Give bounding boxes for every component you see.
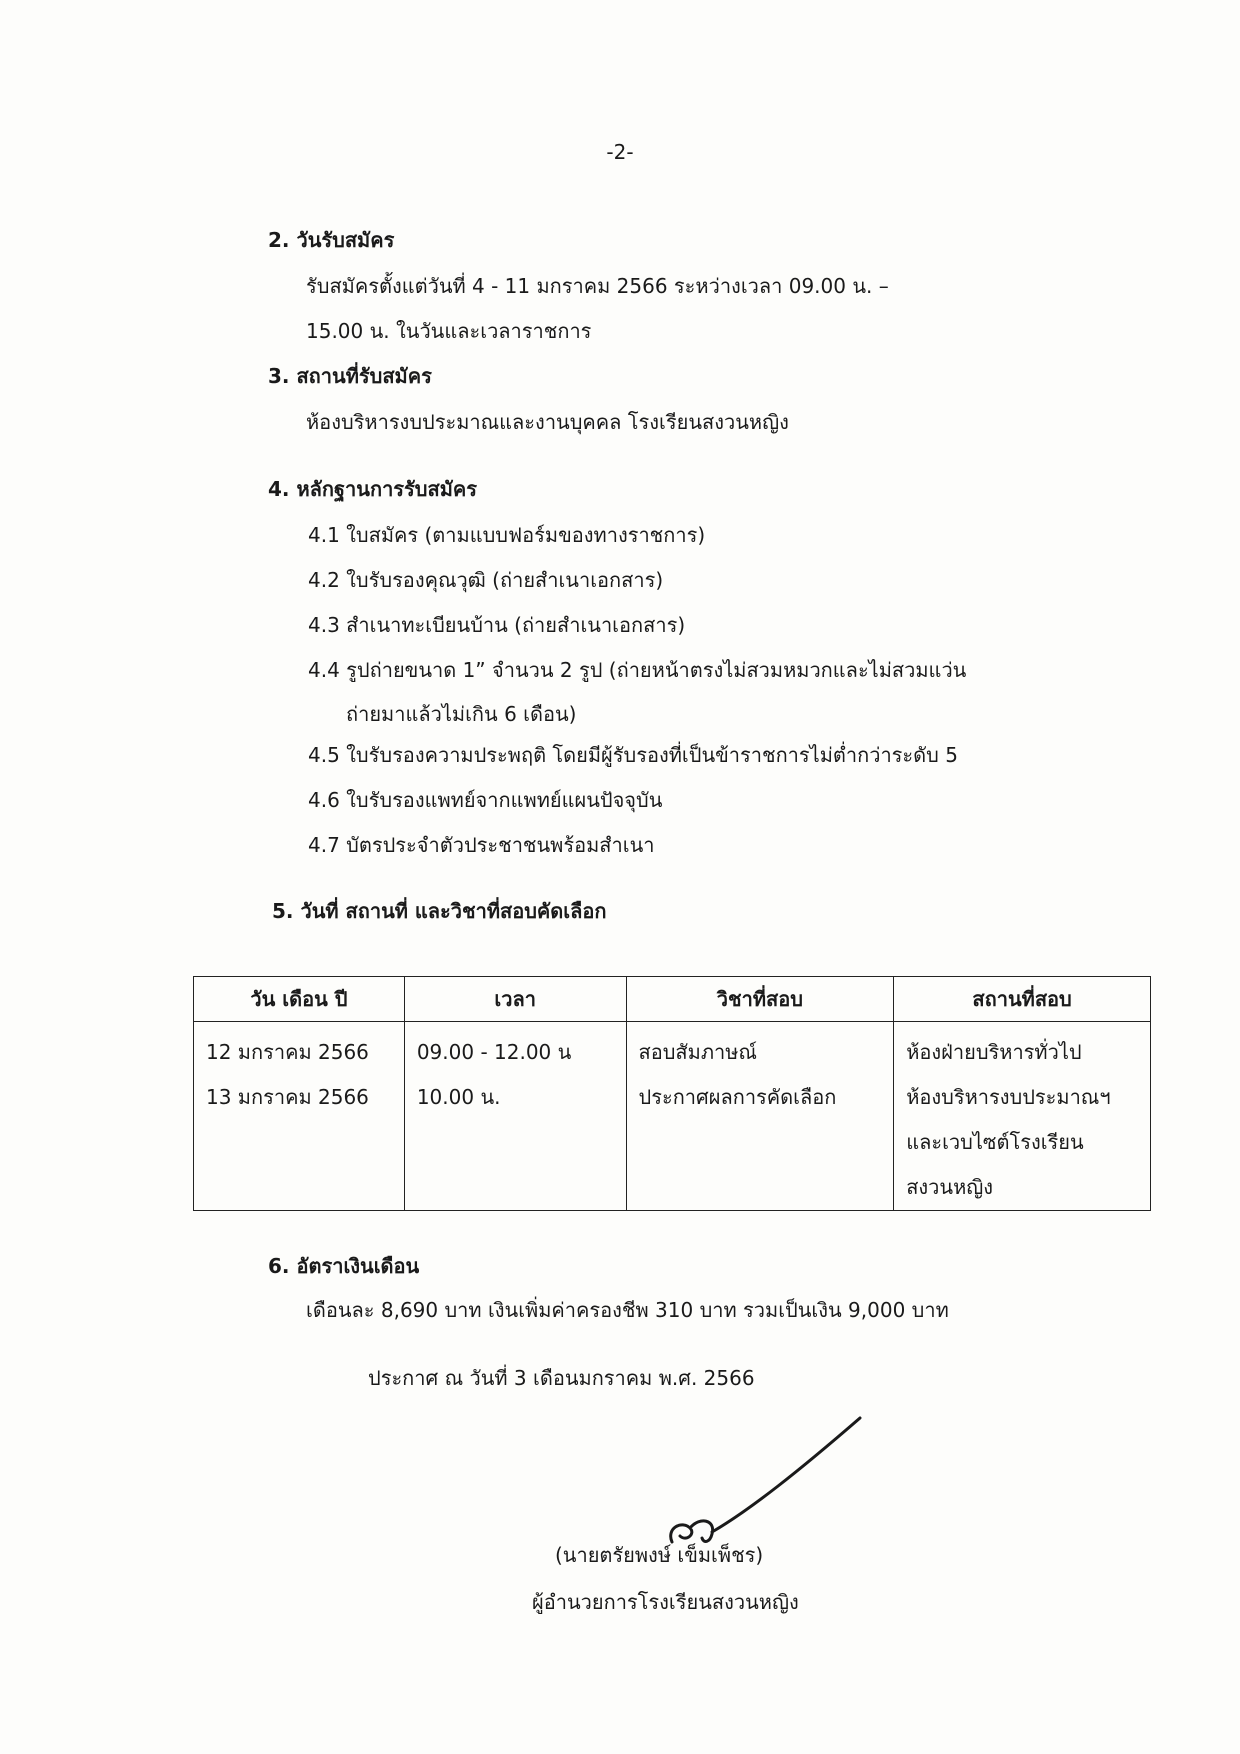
signer-title: ผู้อำนวยการโรงเรียนสงวนหญิง [532,1590,799,1614]
location-line: สงวนหญิง [906,1175,994,1199]
document-item-4-2: 4.2 ใบรับรองคุณวุฒิ (ถ่ายสำเนาเอกสาร) [308,568,664,592]
document-item-4-7: 4.7 บัตรประจำตัวประชาชนพร้อมสำเนา [308,833,655,857]
date-line: 13 มกราคม 2566 [206,1085,369,1109]
section-6-heading: 6. อัตราเงินเดือน [268,1254,420,1278]
header-date: วัน เดือน ปี [194,977,405,1022]
signature-mark [660,1410,880,1560]
document-item-4-3: 4.3 สำเนาทะเบียนบ้าน (ถ่ายสำเนาเอกสาร) [308,613,686,637]
announcement-date: ประกาศ ณ วันที่ 3 เดือนมกราคม พ.ศ. 2566 [368,1366,755,1390]
subject-line: ประกาศผลการคัดเลือก [638,1085,837,1109]
section-2-line-1: รับสมัครตั้งแต่วันที่ 4 - 11 มกราคม 2566 ระหว่างเวลา 09.00 น. – [306,274,889,298]
section-2-line-2: 15.00 น. ในวันและเวลาราชการ [306,319,592,343]
cell-time [404,1022,626,1211]
table-header-row [194,977,1151,1022]
location-line: ห้องบริหารงบประมาณฯ [906,1085,1111,1109]
header-subject: วิชาที่สอบ [626,977,894,1022]
cell-date [194,1022,405,1211]
document-item-4-4-cont: ถ่ายมาแล้วไม่เกิน 6 เดือน) [346,702,577,726]
header-time: เวลา [404,977,626,1022]
location-line: ห้องฝ่ายบริหารทั่วไป [906,1040,1082,1064]
section-4-heading: 4. หลักฐานการรับสมัคร [268,477,477,501]
cell-location [894,1022,1151,1211]
document-item-4-6: 4.6 ใบรับรองแพทย์จากแพทย์แผนปัจจุบัน [308,788,663,812]
section-3-line-1: ห้องบริหารงบประมาณและงานบุคคล โรงเรียนสงวนหญิง [306,410,789,434]
page-number: -2- [606,140,634,164]
subject-line: สอบสัมภาษณ์ [638,1040,757,1064]
document-item-4-5: 4.5 ใบรับรองความประพฤติ โดยมีผู้รับรองที่เป็นข้าราชการไม่ต่ำกว่าระดับ 5 [308,743,958,767]
section-6-line-1: เดือนละ 8,690 บาท เงินเพิ่มค่าครองชีพ 310 บาท รวมเป็นเงิน 9,000 บาท [306,1298,949,1322]
time-line: 09.00 - 12.00 น [416,1040,572,1064]
header-location: สถานที่สอบ [894,977,1151,1022]
signer-name: (นายตรัยพงษ์ เข็มเพ็ชร) [555,1543,764,1567]
time-line: 10.00 น. [416,1085,501,1109]
location-line: และเวบไซต์โรงเรียน [906,1130,1084,1154]
section-2-heading: 2. วันรับสมัคร [268,228,395,252]
table-row [194,1022,1151,1211]
section-3-heading: 3. สถานที่รับสมัคร [268,364,432,388]
section-5-heading: 5. วันที่ สถานที่ และวิชาที่สอบคัดเลือก [272,899,607,923]
document-item-4-1: 4.1 ใบสมัคร (ตามแบบฟอร์มของทางราชการ) [308,523,706,547]
document-item-4-4: 4.4 รูปถ่ายขนาด 1” จำนวน 2 รูป (ถ่ายหน้าตรงไม่สวมหมวกและไม่สวมแว่น [308,658,967,682]
cell-subject [626,1022,894,1211]
date-line: 12 มกราคม 2566 [206,1040,369,1064]
exam-schedule-table [193,976,1151,1211]
